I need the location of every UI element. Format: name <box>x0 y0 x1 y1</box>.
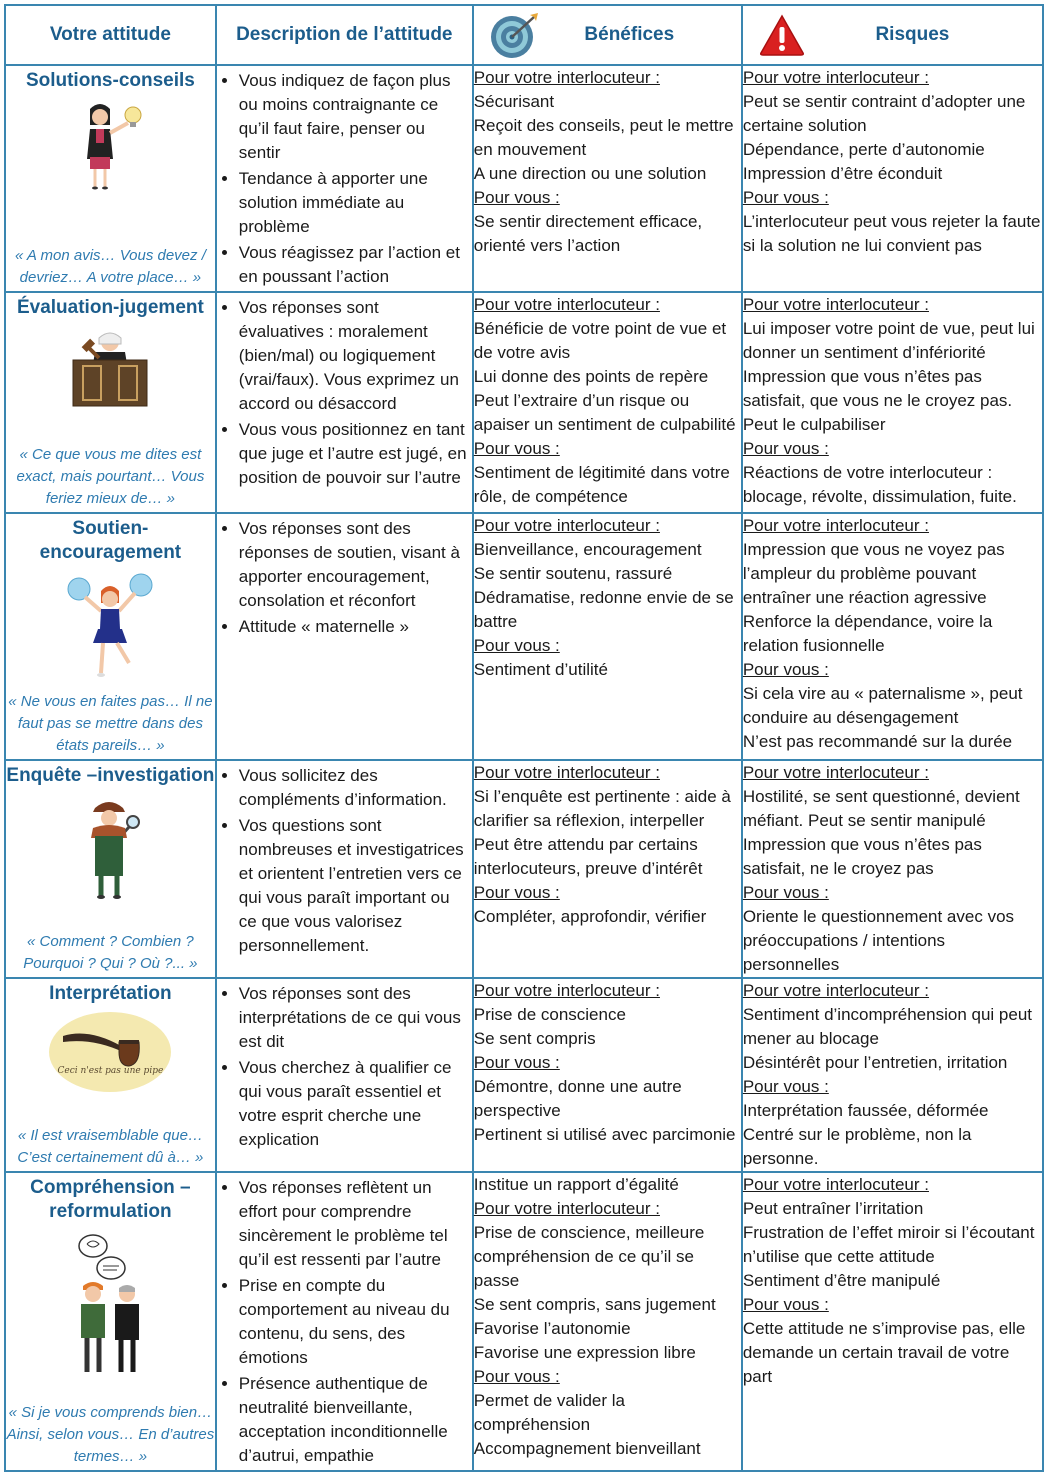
benefit-line: Se sentir soutenu, rassuré <box>473 564 673 583</box>
risk-line: Pour votre interlocuteur : <box>742 516 929 535</box>
conversation-illustration <box>65 1232 155 1377</box>
benefit-line: A une direction ou une solution <box>473 164 707 183</box>
risks-cell <box>742 292 1043 513</box>
description-item: • Vous réagissez par l’action et en poussant l’action <box>239 241 468 289</box>
benefit-line: Pour votre interlocuteur : <box>473 516 660 535</box>
risk-line: Pour vous : <box>742 1295 829 1314</box>
benefit-line: Accompagnement bienveillant <box>473 1439 701 1458</box>
benefit-line: Pour vous : <box>473 188 560 207</box>
benefit-line: Pour votre interlocuteur : <box>473 1199 660 1218</box>
description-item: • Vous cherchez à qualifier ce qui vous paraît essentiel et votre esprit cherche une explication <box>239 1056 468 1152</box>
attitude-title: Soutien-encouragement <box>39 518 182 563</box>
description-cell <box>216 1172 473 1471</box>
risk-line: Centré sur le problème, non la personne. <box>742 1125 972 1168</box>
benefit-line: Favorise une expression libre <box>473 1343 696 1362</box>
risk-line: Peut entraîner l’irritation <box>742 1199 924 1218</box>
risk-line: Dépendance, perte d’autonomie <box>742 140 985 159</box>
benefit-line: Permet de valider la compréhension <box>473 1391 625 1434</box>
benefits-cell <box>473 978 742 1172</box>
risks-cell <box>742 513 1043 760</box>
benefit-line: Pour vous : <box>473 883 560 902</box>
row-soutien-encouragement <box>5 513 1043 760</box>
risk-line: Cette attitude ne s’improvise pas, elle demande un certain travail de votre part <box>742 1319 1026 1386</box>
risk-line: Pour votre interlocuteur : <box>742 68 929 87</box>
benefit-line: Pour votre interlocuteur : <box>473 68 660 87</box>
attitude-cell <box>5 978 216 1172</box>
risk-line: Peut le culpabiliser <box>742 415 886 434</box>
attitude-cell <box>5 65 216 292</box>
risk-line: Pour votre interlocuteur : <box>742 295 929 314</box>
description-item: • Tendance à apporter une solution immédiate au problème <box>239 167 468 239</box>
attitudes-table <box>4 4 1044 1472</box>
benefit-line: Pour votre interlocuteur : <box>473 763 660 782</box>
description-item: • Vos questions sont nombreuses et investigatrices et orientent l’entretien vers ce qui vous paraît important ou ce que vous valorisez personnellement. <box>239 814 468 958</box>
benefit-line: Peut l’extraire d’un risque ou apaiser un sentiment de culpabilité <box>473 391 736 434</box>
benefit-line: Compléter, approfondir, vérifier <box>473 907 707 926</box>
risk-line: Renforce la dépendance, voire la relation fusionnelle <box>742 612 993 655</box>
pipe-icon <box>49 1012 171 1092</box>
risk-line: Pour votre interlocuteur : <box>742 763 929 782</box>
benefit-line: Pour vous : <box>473 1367 560 1386</box>
header-description: Description de l’attitude <box>216 5 473 65</box>
risk-line: Impression d’être éconduit <box>742 164 943 183</box>
warning-icon <box>759 14 805 56</box>
risk-line: L’interlocuteur peut vous rejeter la faute si la solution ne lui convient pas <box>742 212 1041 255</box>
description-item: • Vos réponses sont des interprétations de ce qui vous est dit <box>239 982 468 1054</box>
detective-illustration <box>75 796 145 901</box>
benefit-line: Sentiment de légitimité dans votre rôle, de compétence <box>473 463 730 506</box>
attitude-title: Enquête –investigation <box>6 765 215 786</box>
risk-line: Impression que vous n’êtes pas satisfait, que vous ne le croyez pas. <box>742 367 1013 410</box>
description-cell <box>216 292 473 513</box>
risk-line: Pour vous : <box>742 660 829 679</box>
pipe-caption: Ceci n'est pas une pipe <box>57 1066 164 1076</box>
row-evaluation-jugement <box>5 292 1043 513</box>
cheerleader-illustration <box>65 573 155 683</box>
benefits-cell <box>473 292 742 513</box>
description-item: • Vous vous positionnez en tant que juge et l’autre est jugé, en position de pouvoir sur l’autre <box>239 418 468 490</box>
description-cell <box>216 978 473 1172</box>
risk-line: Peut se sentir contraint d’adopter une certaine solution <box>742 92 1026 135</box>
advisor-illustration <box>70 101 150 191</box>
attitude-quote: « Comment ? Combien ? Pourquoi ? Qui ? Où ?... » <box>23 933 198 972</box>
benefit-line: Institue un rapport d’égalité <box>473 1175 679 1194</box>
description-cell <box>216 65 473 292</box>
description-item: • Vous sollicitez des compléments d’information. <box>239 764 468 812</box>
target-icon <box>490 11 540 59</box>
risk-line: Pour vous : <box>742 883 829 902</box>
risk-line: Pour vous : <box>742 188 829 207</box>
risk-line: Lui imposer votre point de vue, peut lui donner un sentiment d’infériorité <box>742 319 1035 362</box>
description-item: • Présence authentique de neutralité bienveillante, acceptation inconditionnelle d’autrui, empathie <box>239 1372 468 1468</box>
attitude-cell <box>5 292 216 513</box>
benefit-line: Bienveillance, encouragement <box>473 540 702 559</box>
risk-line: Pour votre interlocuteur : <box>742 1175 929 1194</box>
row-interpretation <box>5 978 1043 1172</box>
attitude-quote: « Si je vous comprends bien… Ainsi, selon vous… En d’autres termes… » <box>6 1404 215 1465</box>
benefit-line: Pour vous : <box>473 1053 560 1072</box>
benefit-line: Démontre, donne une autre perspective <box>473 1077 682 1120</box>
benefit-line: Sécurisant <box>473 92 555 111</box>
benefits-cell <box>473 1172 742 1471</box>
attitude-cell <box>5 1172 216 1471</box>
risks-cell <box>742 1172 1043 1471</box>
description-item: • Attitude « maternelle » <box>239 615 468 639</box>
risk-line: Frustration de l’effet miroir si l’écoutant n’utilise que cette attitude <box>742 1223 1035 1266</box>
risk-line: Hostilité, se sent questionné, devient méfiant. Peut se sentir manipulé <box>742 787 1020 830</box>
attitude-quote: « Ce que vous me dites est exact, mais pourtant… Vous feriez mieux de… » <box>16 446 205 507</box>
risks-cell <box>742 978 1043 1172</box>
description-list <box>217 296 472 490</box>
benefit-line: Pour votre interlocuteur : <box>473 295 660 314</box>
risk-line: Pour votre interlocuteur : <box>742 981 929 1000</box>
description-list <box>217 1176 472 1468</box>
header-row <box>5 5 1043 65</box>
attitude-title: Interprétation <box>49 983 172 1004</box>
description-item: • Vos réponses reflètent un effort pour comprendre sincèrement le problème tel qu’il est ressenti par l’autre <box>239 1176 468 1272</box>
benefit-line: Dédramatise, redonne envie de se battre <box>473 588 734 631</box>
risk-line: Si cela vire au « paternalisme », peut conduire au désengagement <box>742 684 1023 727</box>
description-list <box>217 982 472 1152</box>
header-risks: Risques <box>742 5 1043 65</box>
benefit-line: Bénéficie de votre point de vue et de votre avis <box>473 319 727 362</box>
description-list <box>217 764 472 958</box>
benefit-line: Se sentir directement efficace, orienté vers l’action <box>473 212 703 255</box>
benefit-line: Pertinent si utilisé avec parcimonie <box>473 1125 736 1144</box>
attitude-quote: « Il est vraisemblable que… C’est certainement dû à… » <box>17 1127 204 1166</box>
risks-cell <box>742 65 1043 292</box>
header-benefits: Bénéfices <box>473 5 742 65</box>
description-item: • Vos réponses sont des réponses de soutien, visant à apporter encouragement, consolation et réconfort <box>239 517 468 613</box>
risk-line: Interprétation faussée, déformée <box>742 1101 989 1120</box>
benefit-line: Pour vous : <box>473 439 560 458</box>
attitude-title: Évaluation-jugement <box>16 297 204 318</box>
benefit-line: Pour votre interlocuteur : <box>473 981 660 1000</box>
judge-illustration <box>65 328 155 408</box>
risk-line: Désintérêt pour l’entretien, irritation <box>742 1053 1008 1072</box>
row-comprehension-reformulation <box>5 1172 1043 1471</box>
benefit-line: Reçoit des conseils, peut le mettre en mouvement <box>473 116 734 159</box>
benefit-line: Pour vous : <box>473 636 560 655</box>
benefits-cell <box>473 760 742 978</box>
risks-cell <box>742 760 1043 978</box>
description-item: • Vos réponses sont évaluatives : moralement (bien/mal) ou logiquement (vrai/faux). Vous exprimez un accord ou désaccord <box>239 296 468 416</box>
attitude-title: Solutions-conseils <box>25 70 195 91</box>
benefit-line: Lui donne des points de repère <box>473 367 709 386</box>
description-item: • Prise en compte du comportement au niveau du contenu, du sens, des émotions <box>239 1274 468 1370</box>
description-item: • Vous indiquez de façon plus ou moins contraignante ce qu’il faut faire, penser ou sentir <box>239 69 468 165</box>
header-attitude: Votre attitude <box>5 5 216 65</box>
attitude-quote: « A mon avis… Vous devez / devriez… A votre place… » <box>14 247 206 286</box>
benefit-line: Prise de conscience, meilleure compréhension de ce qu’il se passe <box>473 1223 705 1290</box>
risk-line: Impression que vous n’êtes pas satisfait, ne le croyez pas <box>742 835 982 878</box>
benefit-line: Si l’enquête est pertinente : aide à clarifier sa réflexion, interpeller <box>473 787 731 830</box>
attitude-cell <box>5 513 216 760</box>
attitude-title: Compréhension – reformulation <box>30 1177 191 1222</box>
benefit-line: Prise de conscience <box>473 1005 626 1024</box>
attitude-quote: « Ne vous en faites pas… Il ne faut pas se mettre dans des états pareils… » <box>8 693 213 754</box>
benefit-line: Favorise l’autonomie <box>473 1319 631 1338</box>
risk-line: N’est pas recommandé sur la durée <box>742 732 1013 751</box>
row-solutions-conseils <box>5 65 1043 292</box>
risk-line: Sentiment d’être manipulé <box>742 1271 941 1290</box>
benefit-line: Peut être attendu par certains interlocuteurs, preuve d’intérêt <box>473 835 703 878</box>
risk-line: Pour vous : <box>742 1077 829 1096</box>
pipe-illustration <box>49 1012 171 1092</box>
benefits-cell <box>473 65 742 292</box>
description-cell <box>216 760 473 978</box>
description-cell <box>216 513 473 760</box>
row-enquete-investigation <box>5 760 1043 978</box>
risk-line: Pour vous : <box>742 439 829 458</box>
benefit-line: Se sent compris <box>473 1029 596 1048</box>
attitude-cell <box>5 760 216 978</box>
description-list <box>217 69 472 289</box>
benefit-line: Se sent compris, sans jugement <box>473 1295 716 1314</box>
risk-line: Impression que vous ne voyez pas l’ampleur du problème pouvant entraîner une réaction agressive <box>742 540 1005 607</box>
risk-line: Sentiment d’incompréhension qui peut mener au blocage <box>742 1005 1032 1048</box>
benefits-cell <box>473 513 742 760</box>
risk-line: Oriente le questionnement avec vos préoccupations / intentions personnelles <box>742 907 1015 974</box>
benefit-line: Sentiment d’utilité <box>473 660 608 679</box>
risk-line: Réactions de votre interlocuteur : blocage, révolte, dissimulation, fuite. <box>742 463 1017 506</box>
description-list <box>217 517 472 639</box>
